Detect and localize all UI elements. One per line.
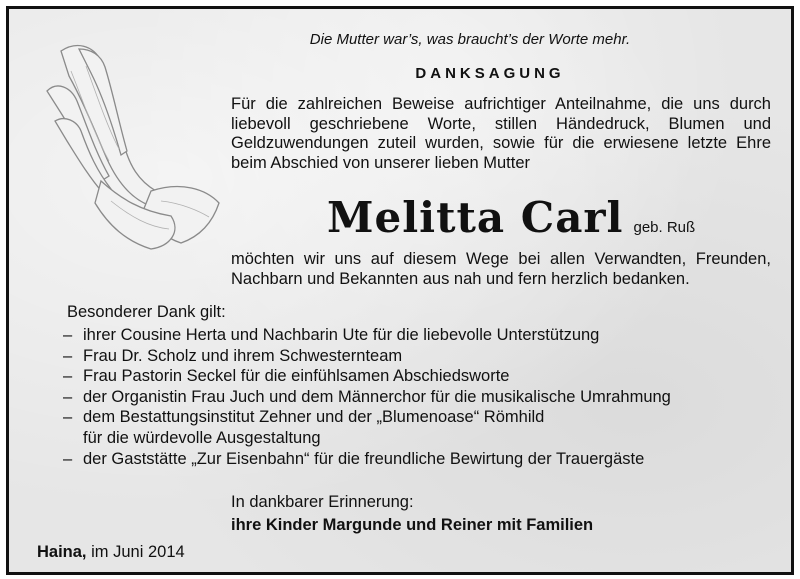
birth-name: geb. Ruß <box>633 219 696 237</box>
deceased-name-line <box>327 193 695 242</box>
special-thanks-heading: Besonderer Dank gilt: <box>67 303 226 321</box>
list-item: – Frau Dr. Scholz und ihrem Schwesternteam <box>63 346 403 365</box>
list-item-continuation: für die würdevolle Ausgestaltung <box>83 428 321 447</box>
list-item: – dem Bestattungsinstitut Zehner und der „Blumenoase“ Römhild <box>63 408 545 427</box>
special-thanks-list <box>63 325 671 469</box>
list-item: – der Organistin Frau Juch und dem Männerchor für die musikalische Umrahmung <box>63 387 671 406</box>
motto: Die Mutter war’s, was braucht’s der Worte mehr. <box>309 31 631 48</box>
heading: DANKSAGUNG <box>415 65 565 82</box>
date: im Juni 2014 <box>91 543 185 561</box>
deceased-name: Melitta Carl <box>327 193 624 242</box>
list-item: – ihrer Cousine Herta und Nachbarin Ute für die liebevolle Unterstützung <box>63 326 600 344</box>
obituary-card <box>6 6 794 575</box>
thanks-text: möchten wir uns auf diesem Wege bei allen Verwandten, Freunden, Nachbarn und Bekannten aus nah und fern herzlich bedanken. <box>231 250 771 288</box>
list-item: – der Gaststätte „Zur Eisenbahn“ für die freundliche Bewirtung der Trauergäste <box>63 449 645 468</box>
list-item: – Frau Pastorin Seckel für die einfühlsamen Abschiedsworte <box>63 367 510 386</box>
place-date <box>37 543 185 562</box>
signature: ihre Kinder Margunde und Reiner mit Familien <box>231 516 594 534</box>
place: Haina, <box>37 543 87 561</box>
intro-text: Für die zahlreichen Beweise aufrichtiger Anteilnahme, die uns durch liebevoll geschriebene Worte, stillen Händedruck, Blumen und Geldzuwendungen zuteil wurden, sowie für die erwiesene letzte Ehre beim Abschied von unserer lieben Mutter <box>231 95 771 172</box>
closing-line: In dankbarer Erinnerung: <box>231 493 414 511</box>
